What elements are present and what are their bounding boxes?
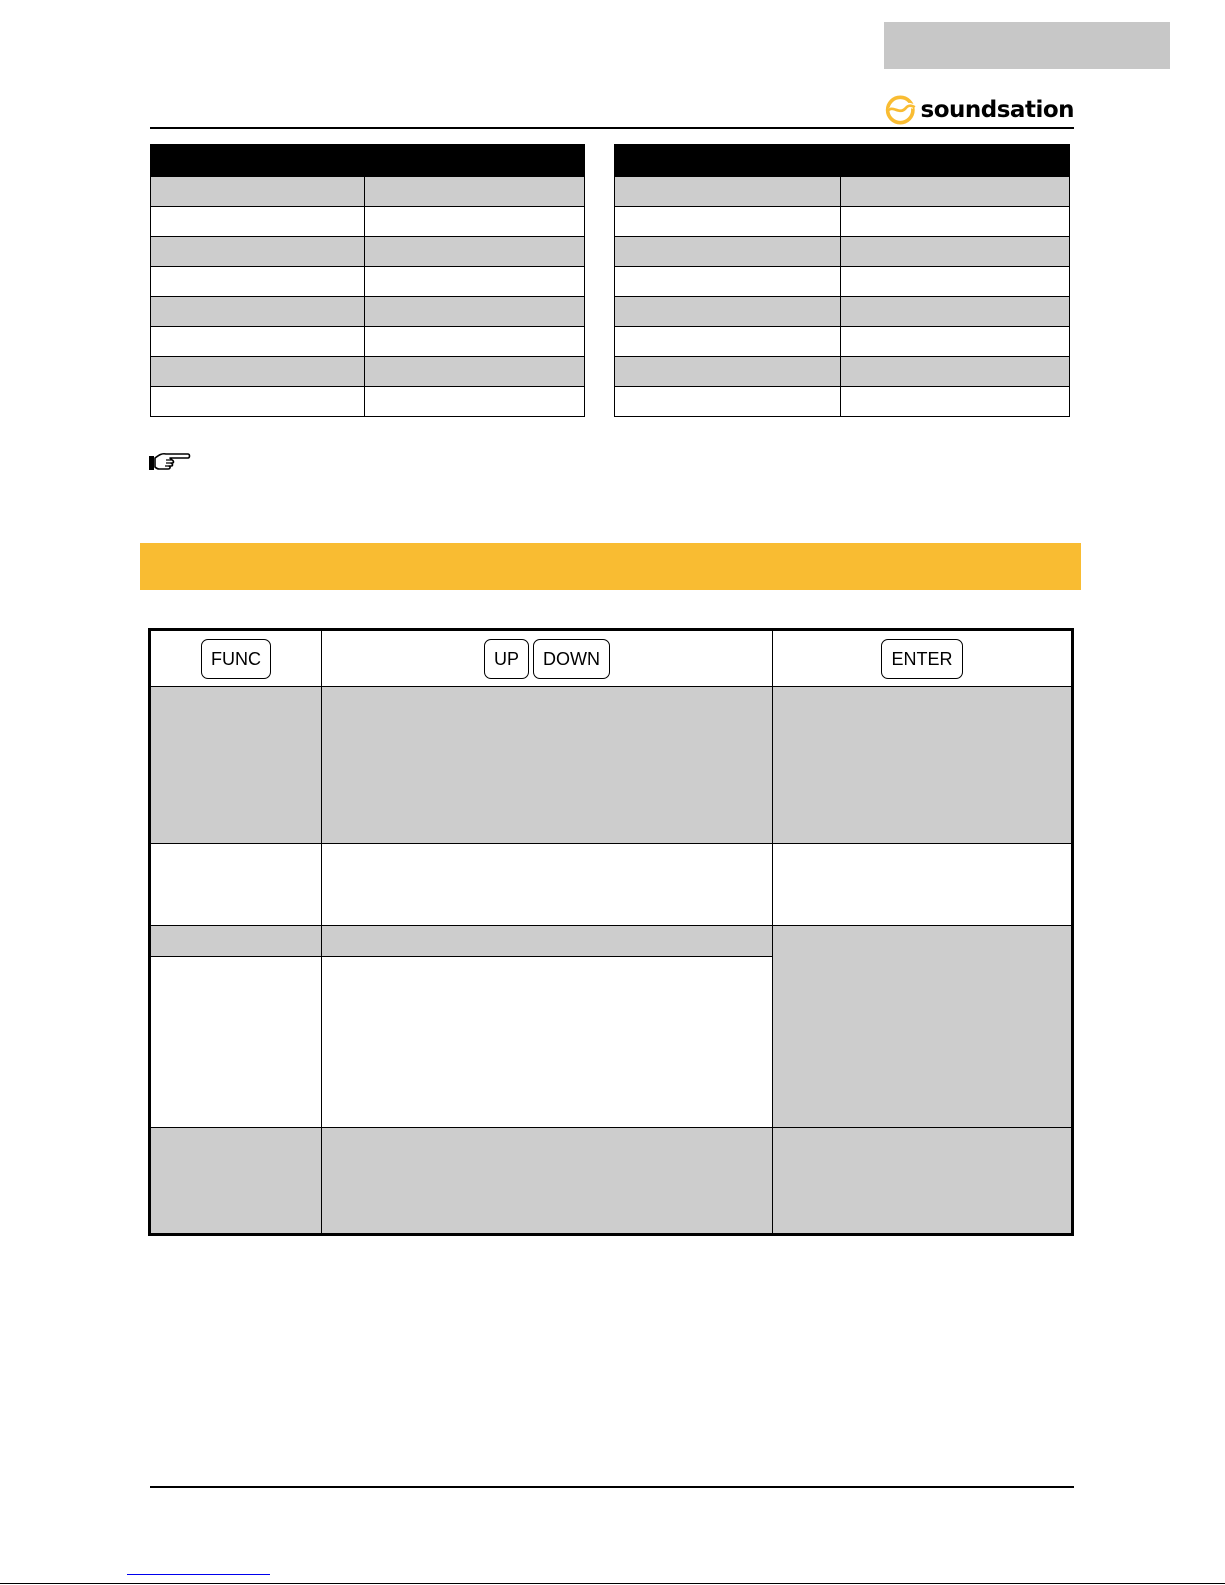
table-cell (773, 926, 1073, 1128)
table-header-cell (615, 145, 1070, 177)
table-cell (773, 687, 1073, 844)
page-bottom-edge (0, 1583, 1225, 1584)
table-cell (841, 207, 1070, 237)
page-tab-marker (884, 22, 1170, 69)
table-cell (151, 267, 365, 297)
table-cell (615, 387, 841, 417)
table-cell (841, 327, 1070, 357)
table-cell (365, 357, 585, 387)
table-header-cell (151, 145, 585, 177)
table-cell (322, 844, 773, 926)
table-header-row (615, 145, 1070, 177)
down-key: DOWN (533, 639, 610, 679)
table-row (151, 387, 585, 417)
controls-key-row (150, 630, 1073, 687)
table-row (615, 267, 1070, 297)
table-cell (773, 844, 1073, 926)
table-cell (322, 687, 773, 844)
updown-key-cell (322, 630, 773, 687)
table-cell (150, 687, 322, 844)
table-cell (151, 327, 365, 357)
func-key-cell (150, 630, 322, 687)
table-cell (365, 297, 585, 327)
table-cell (841, 267, 1070, 297)
table-cell (615, 177, 841, 207)
table-row (615, 297, 1070, 327)
brand-name: soundsation (920, 97, 1074, 123)
table-row (615, 327, 1070, 357)
spec-table-right (614, 144, 1070, 417)
table-row (150, 844, 1073, 926)
table-cell (365, 327, 585, 357)
table-row (151, 357, 585, 387)
table-cell (322, 957, 773, 1128)
soundsation-logo-icon (884, 94, 917, 126)
header-divider (150, 127, 1074, 129)
table-cell (150, 926, 322, 957)
table-cell (150, 844, 322, 926)
table-row (615, 387, 1070, 417)
table-row (615, 357, 1070, 387)
table-cell (365, 267, 585, 297)
table-cell (841, 387, 1070, 417)
table-cell (615, 297, 841, 327)
table-cell (615, 357, 841, 387)
table-row (150, 926, 1073, 957)
table-row (615, 177, 1070, 207)
table-row (150, 687, 1073, 844)
table-cell (151, 237, 365, 267)
table-cell (365, 207, 585, 237)
section-heading-bar (140, 543, 1081, 590)
table-cell (615, 267, 841, 297)
table-row (151, 177, 585, 207)
table-cell (615, 327, 841, 357)
table-row (150, 1128, 1073, 1235)
controls-table (148, 628, 1074, 1236)
table-cell (841, 177, 1070, 207)
table-row (151, 297, 585, 327)
table-cell (841, 357, 1070, 387)
table-cell (615, 207, 841, 237)
table-row (151, 327, 585, 357)
table-cell (151, 207, 365, 237)
table-cell (322, 926, 773, 957)
spec-table-left (150, 144, 585, 417)
table-cell (841, 237, 1070, 267)
enter-key-cell (773, 630, 1073, 687)
enter-key: ENTER (881, 639, 962, 679)
table-cell (151, 357, 365, 387)
pointing-hand-icon (147, 450, 191, 474)
table-cell (365, 387, 585, 417)
table-cell (150, 1128, 322, 1235)
table-cell (365, 237, 585, 267)
table-cell (322, 1128, 773, 1235)
footer-divider (150, 1486, 1074, 1488)
table-cell (773, 1128, 1073, 1235)
table-header-row (151, 145, 585, 177)
table-row (615, 237, 1070, 267)
table-row (151, 207, 585, 237)
table-row (615, 207, 1070, 237)
table-cell (151, 297, 365, 327)
table-cell (150, 957, 322, 1128)
brand-logo (884, 92, 1074, 128)
table-row (151, 237, 585, 267)
func-key: FUNC (201, 639, 271, 679)
table-cell (615, 237, 841, 267)
up-key: UP (484, 639, 529, 679)
table-cell (151, 387, 365, 417)
table-cell (841, 297, 1070, 327)
table-cell (151, 177, 365, 207)
footer-link-underline[interactable] (127, 1574, 270, 1575)
table-cell (365, 177, 585, 207)
table-row (151, 267, 585, 297)
